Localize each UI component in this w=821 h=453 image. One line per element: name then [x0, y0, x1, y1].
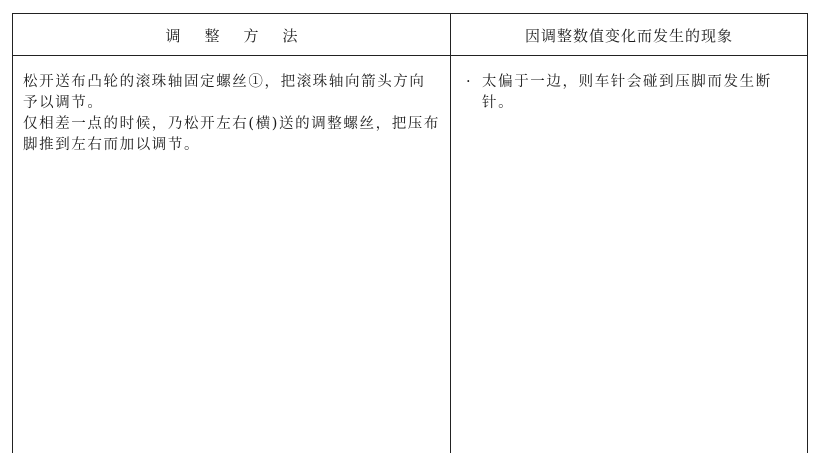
- column-divider: [450, 14, 451, 453]
- table-header-row: [13, 14, 807, 56]
- phenomenon-item-text: 太偏于一边，则车针会碰到压脚而发生断针。: [482, 74, 772, 111]
- method-paragraph-2: 仅相差一点的时候，乃松开左右(横)送的调整螺丝，把压布脚推到左右而加以调节。: [23, 116, 441, 153]
- adjustment-table: [12, 13, 808, 453]
- method-paragraph-1: 松开送布凸轮的滚珠轴固定螺丝①，把滚珠轴向箭头方向予以调节。: [23, 74, 426, 111]
- method-cell: [23, 72, 441, 156]
- header-adjustment-method: 调整方法: [165, 26, 322, 45]
- header-resulting-phenomenon: 因调整数值变化而发生的现象: [524, 26, 733, 45]
- phenomenon-cell: [466, 72, 796, 114]
- bullet-marker: ·: [466, 74, 473, 90]
